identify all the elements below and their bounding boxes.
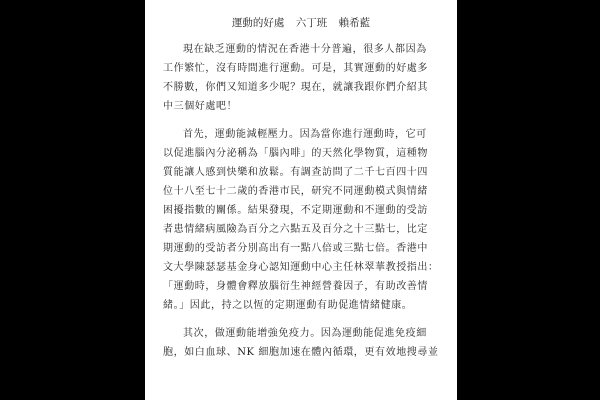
text-line: 不勝數，你們又知道多少呢？現在，就讓我跟你們介紹其 [163,82,428,93]
essay-title: 運動的好處 [231,17,285,29]
text-line: 困擾指數的關係。結果發現，不定期運動和不運動的受訪 [163,205,428,216]
text-line: 以促進腦內分泌稱為「腦內啡」的天然化學物質，這種物 [163,148,428,159]
text-line: 首先，運動能減輕壓力。因為當你進行運動時，它可 [183,129,427,140]
paragraph-intro [163,40,439,116]
text-line: 文大學陳瑟瑟基金身心認知運動中心主任林翠華教授指出： [163,262,439,273]
class-name: 六丁班 [295,17,328,29]
text-line: 中三個好處吧！ [163,101,238,112]
text-line: 期運動的受訪者分別高出有一點八倍或三點七倍。香港中 [163,243,428,254]
essay-heading [163,16,439,30]
paragraph-stress [163,125,439,315]
text-line: 質能讓人感到快樂和放鬆。有調查訪問了二千七百四十四 [163,167,428,178]
essay [163,16,439,371]
text-line: 緒。」因此，持之以恆的定期運動有助促進情緒健康。 [163,300,413,311]
text-line: 工作繁忙，沒有時間進行運動。可是，其實運動的好處多 [163,63,428,74]
text-line: 現在缺乏運動的情況在香港十分普遍，很多人都因為 [183,44,427,55]
text-line: 其次，做運動能增強免疫力。因為運動能促進免疫細 [183,328,427,339]
author-name: 賴希藍 [338,17,371,29]
paragraph-immunity [163,324,439,362]
text-line: 胞，如白血球、NK 細胞加速在體內循環，更有效地搜尋並 [163,347,439,358]
text-line: 位十八至七十二歲的香港市民，研究不同運動模式與情緒 [163,186,428,197]
document-page [145,0,457,400]
text-line: 「運動時，身體會釋放腦衍生神經營養因子，有助改善情 [163,281,428,292]
text-line: 者患情緒病風險為百分之六點五及百分之十三點七，比定 [163,224,428,235]
